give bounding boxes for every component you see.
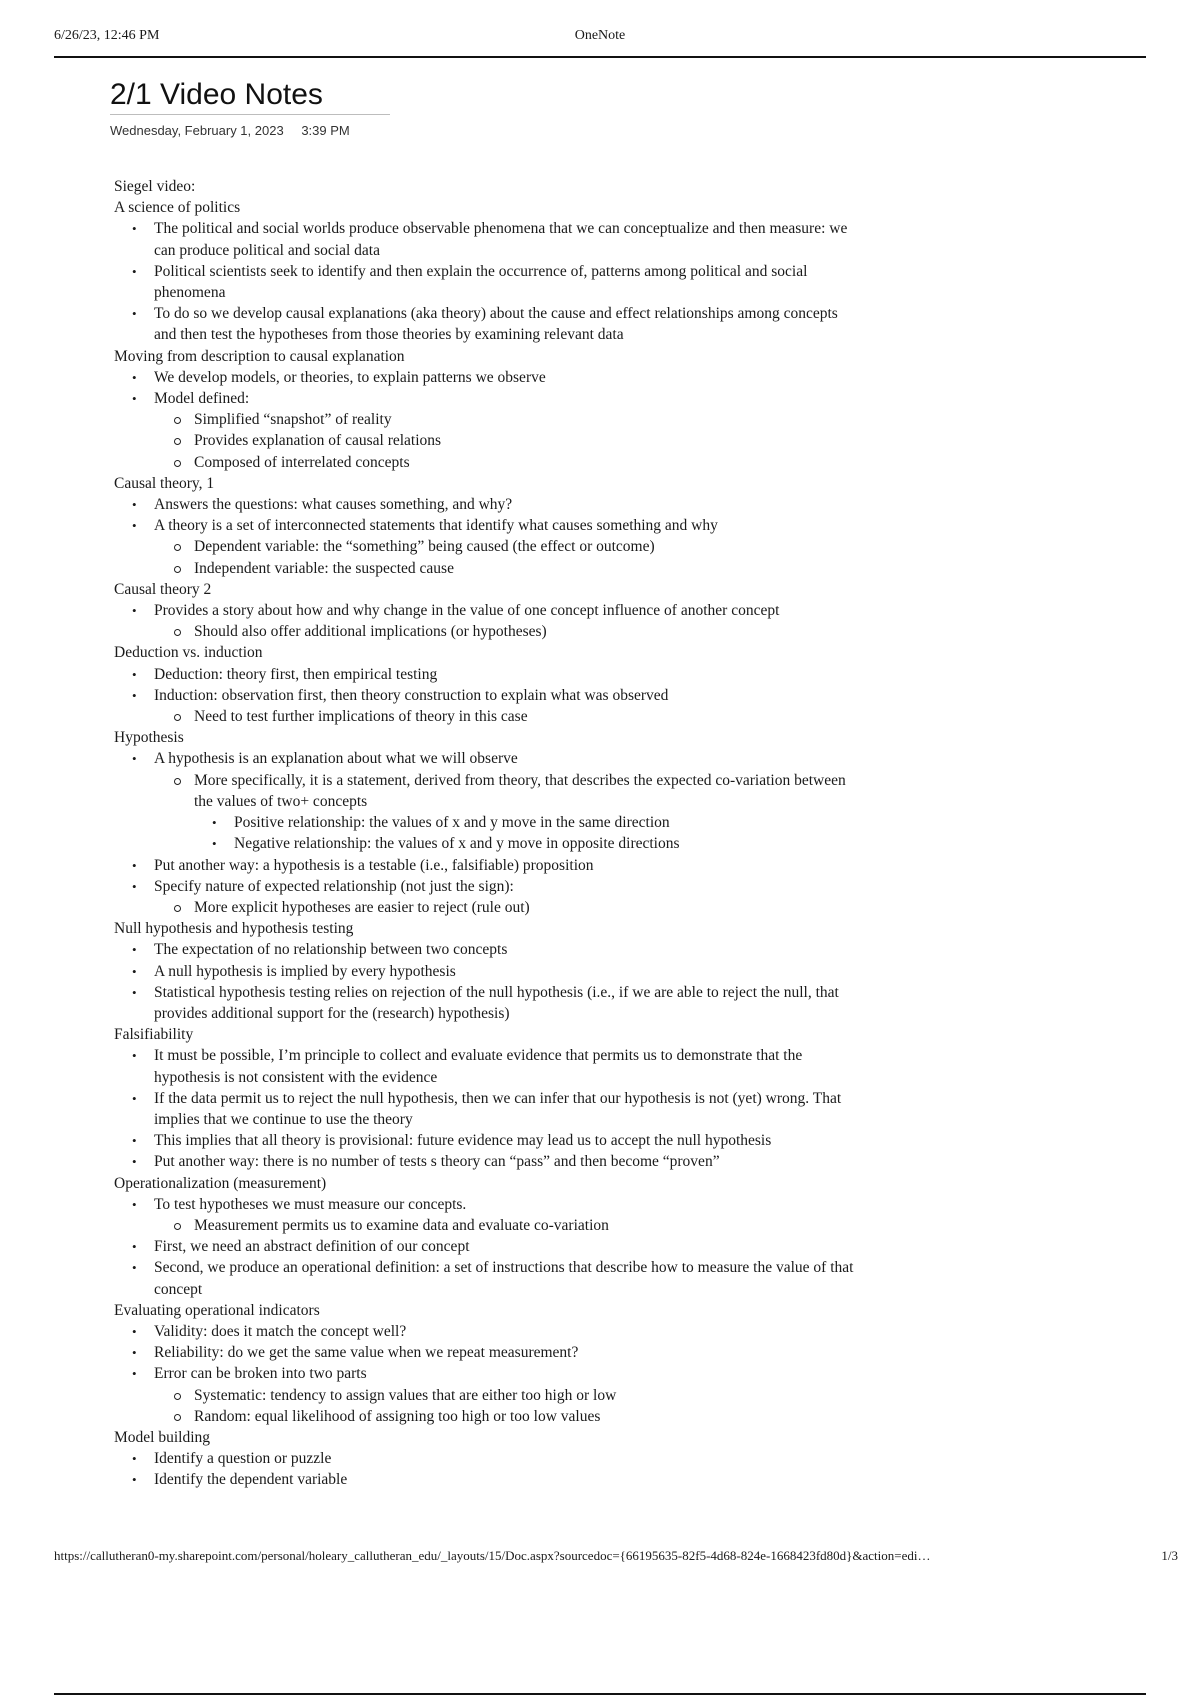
list-item: Simplified “snapshot” of reality xyxy=(154,409,854,430)
section-heading: Null hypothesis and hypothesis testing xyxy=(114,920,354,938)
bullet-list xyxy=(114,1045,854,1172)
list-item: • First, we need an abstract definition of our concept xyxy=(114,1236,854,1257)
page-timestamp xyxy=(110,123,390,138)
sub-bullet-list xyxy=(154,770,854,855)
list-item: • Put another way: there is no number of tests s theory can “pass” and then become “proven” xyxy=(114,1151,854,1172)
list-item: Independent variable: the suspected cause xyxy=(154,558,854,579)
sub-bullet-list xyxy=(154,706,854,727)
list-item: Composed of interrelated concepts xyxy=(154,452,854,473)
section-heading: Moving from description to causal explanation xyxy=(114,347,405,365)
note-body xyxy=(114,176,854,1491)
list-item-text: Model defined: xyxy=(154,390,250,408)
page-title: 2/1 Video Notes xyxy=(110,78,390,115)
sub-bullet-list xyxy=(154,621,854,642)
sub-bullet-list xyxy=(154,897,854,918)
list-item: • To do so we develop causal explanations (aka theory) about the cause and effect relationships among concepts and then test the hypotheses from those theories by examining relevant data xyxy=(114,303,854,345)
app-name: OneNote xyxy=(574,28,626,43)
list-item: • It must be possible, I’m principle to collect and evaluate evidence that permits us to demonstrate that the hypothesis is not consistent with the evidence xyxy=(114,1045,854,1087)
list-item: Random: equal likelihood of assigning too high or too low values xyxy=(154,1406,854,1427)
list-item: • Reliability: do we get the same value when we repeat measurement? xyxy=(114,1342,854,1363)
bullet-list xyxy=(114,367,854,473)
list-item: • We develop models, or theories, to explain patterns we observe xyxy=(114,367,854,388)
page-divider xyxy=(54,1693,1146,1695)
section-heading: Causal theory 2 xyxy=(114,580,212,598)
note-intro: Siegel video: xyxy=(114,178,196,195)
page-indicator: 1/3 xyxy=(1161,1548,1178,1563)
page-date: Wednesday, February 1, 2023 xyxy=(110,123,284,138)
list-item xyxy=(114,1194,854,1236)
list-item-text: Specify nature of expected relationship (not just the sign): xyxy=(154,877,514,895)
sub-bullet-list xyxy=(154,409,854,473)
list-item xyxy=(114,388,854,473)
list-item: • Deduction: theory first, then empirical testing xyxy=(114,664,854,685)
bullet-list xyxy=(114,218,854,345)
list-item: • Identify a question or puzzle xyxy=(114,1448,854,1469)
bullet-list xyxy=(114,1194,854,1300)
list-item xyxy=(114,876,854,918)
list-item: Dependent variable: the “something” being caused (the effect or outcome) xyxy=(154,536,854,557)
list-item-text: Error can be broken into two parts xyxy=(154,1365,367,1383)
list-item: • Positive relationship: the values of x and y move in the same direction xyxy=(194,812,854,833)
list-item xyxy=(154,770,854,855)
bullet-list xyxy=(114,664,854,728)
section-heading: Model building xyxy=(114,1428,211,1446)
print-datetime: 6/26/23, 12:46 PM xyxy=(54,28,160,43)
sub-bullet-list xyxy=(154,1215,854,1236)
list-item: More explicit hypotheses are easier to reject (rule out) xyxy=(154,897,854,918)
list-item xyxy=(114,515,854,579)
bullet-list xyxy=(114,1448,854,1490)
list-item: • Statistical hypothesis testing relies on rejection of the null hypothesis (i.e., if we are able to reject the null, that provides additional support for the (research) hypothesis) xyxy=(114,982,854,1024)
list-item: • The expectation of no relationship between two concepts xyxy=(114,939,854,960)
list-item-text: A hypothesis is an explanation about what we will observe xyxy=(154,750,518,768)
section-heading: Deduction vs. induction xyxy=(114,644,263,662)
list-item: • Negative relationship: the values of x and y move in opposite directions xyxy=(194,833,854,854)
bullet-list xyxy=(114,494,854,579)
list-item: • Validity: does it match the concept well? xyxy=(114,1321,854,1342)
list-item: • Identify the dependent variable xyxy=(114,1469,854,1490)
list-item-text: Induction: observation first, then theory construction to explain what was observed xyxy=(154,686,669,704)
print-header xyxy=(54,28,1146,58)
section-heading: Operationalization (measurement) xyxy=(114,1174,327,1192)
list-item: • If the data permit us to reject the null hypothesis, then we can infer that our hypothesis is not (yet) wrong. That implies that we continue to use the theory xyxy=(114,1088,854,1130)
page-title-block xyxy=(110,78,390,138)
list-item: Measurement permits us to examine data and evaluate co-variation xyxy=(154,1215,854,1236)
list-item xyxy=(114,748,854,854)
list-item-text: Provides a story about how and why change in the value of one concept influence of another concept xyxy=(154,602,780,620)
bullet-list xyxy=(114,600,854,642)
list-item: • Political scientists seek to identify and then explain the occurrence of, patterns among political and social phenomena xyxy=(114,261,854,303)
list-item: • The political and social worlds produce observable phenomena that we can conceptualize and then measure: we can produce political and social data xyxy=(114,218,854,260)
sub-sub-bullet-list xyxy=(194,812,854,854)
section-heading: Causal theory, 1 xyxy=(114,474,215,492)
section-heading: A science of politics xyxy=(114,199,241,217)
page-time: 3:39 PM xyxy=(301,123,350,138)
list-item: • This implies that all theory is provisional: future evidence may lead us to accept the null hypothesis xyxy=(114,1130,854,1151)
bullet-list xyxy=(114,1321,854,1427)
list-item: Need to test further implications of theory in this case xyxy=(154,706,854,727)
bullet-list xyxy=(114,748,854,918)
list-item: Should also offer additional implications (or hypotheses) xyxy=(154,621,854,642)
list-item xyxy=(114,1363,854,1427)
list-item: • Answers the questions: what causes something, and why? xyxy=(114,494,854,515)
list-item: Systematic: tendency to assign values that are either too high or low xyxy=(154,1385,854,1406)
sub-bullet-list xyxy=(154,1385,854,1427)
list-item: • A null hypothesis is implied by every hypothesis xyxy=(114,961,854,982)
list-item-text: A theory is a set of interconnected statements that identify what causes something and why xyxy=(154,517,718,535)
list-item: Provides explanation of causal relations xyxy=(154,430,854,451)
list-item xyxy=(114,600,854,642)
bullet-list xyxy=(114,939,854,1024)
section-heading: Hypothesis xyxy=(114,729,184,747)
list-item: • Second, we produce an operational definition: a set of instructions that describe how to measure the value of that concept xyxy=(114,1257,854,1299)
sub-bullet-list xyxy=(154,536,854,578)
source-url: https://callutheran0-my.sharepoint.com/personal/holeary_callutheran_edu/_layouts/15/Doc.aspx?sourcedoc={66195635-82f5-4d68-824e-1668423fd80d}&action=edi… xyxy=(54,1548,931,1563)
section-heading: Falsifiability xyxy=(114,1026,194,1044)
list-item-text: More specifically, it is a statement, derived from theory, that describes the expected co-variation between the values of two+ concepts xyxy=(194,771,846,810)
list-item-text: To test hypotheses we must measure our concepts. xyxy=(154,1195,467,1213)
list-item xyxy=(114,685,854,727)
list-item: • Put another way: a hypothesis is a testable (i.e., falsifiable) proposition xyxy=(114,855,854,876)
section-heading: Evaluating operational indicators xyxy=(114,1301,320,1319)
